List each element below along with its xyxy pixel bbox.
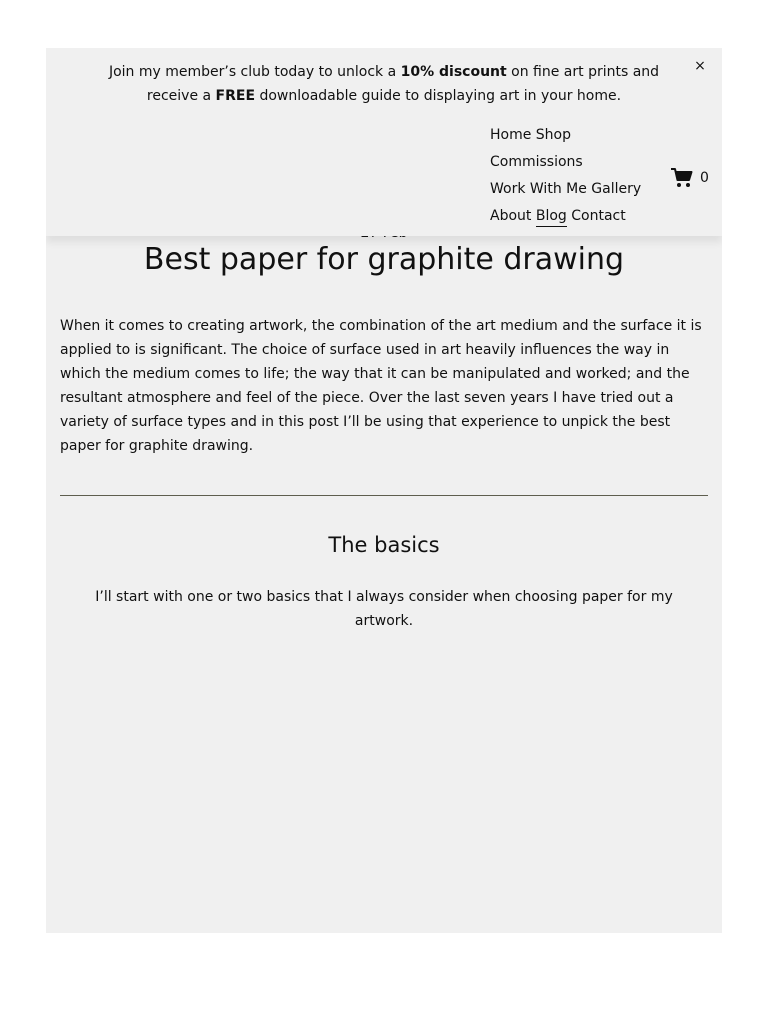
cart-count: 0 xyxy=(700,170,709,186)
nav-work-with-me[interactable]: Work With Me xyxy=(490,181,587,197)
close-banner-button[interactable] xyxy=(692,58,708,74)
nav-commissions[interactable]: Commissions xyxy=(490,154,583,170)
promo-text-middle: on fine art prints and receive a xyxy=(146,64,660,104)
cart-button[interactable] xyxy=(670,166,710,190)
main-navigation xyxy=(490,122,666,230)
section-text: I’ll start with one or two basics that I always consider when choosing paper for my artwork. xyxy=(95,589,673,629)
nav-contact[interactable]: Contact xyxy=(571,208,626,224)
nav-about[interactable]: About xyxy=(490,208,532,224)
nav-gallery[interactable]: Gallery xyxy=(591,181,642,197)
nav-home[interactable]: Home xyxy=(490,127,532,143)
promo-discount: 10% discount xyxy=(400,64,507,80)
promo-text-before: Join my member’s club today to unlock a xyxy=(108,64,401,80)
nav-blog[interactable]: Blog xyxy=(536,208,567,227)
close-icon: × xyxy=(694,58,706,74)
post-title: Best paper for graphite drawing xyxy=(143,242,625,277)
nav-shop[interactable]: Shop xyxy=(535,127,572,143)
post-intro: When it comes to creating artwork, the combination of the art medium and the surface it is applied to is significant. The choice of surface used in art heavily influences the way in which the medium comes to life; the way that it can be manipulated and worked; and the resultant atmosphere and feel of the piece. Over the last seven years I have tried out a variety of surface types and in this post I’ll be using that experience to unpick the best paper for graphite drawing. xyxy=(60,318,702,454)
site-frame xyxy=(46,48,722,933)
promo-text-after: downloadable guide to displaying art in your home. xyxy=(255,88,622,104)
section-divider xyxy=(60,495,708,496)
promo-banner xyxy=(86,60,682,108)
site-header xyxy=(46,48,722,236)
cart-icon xyxy=(670,167,694,189)
promo-free: FREE xyxy=(215,88,256,104)
section-heading: The basics xyxy=(328,533,440,557)
